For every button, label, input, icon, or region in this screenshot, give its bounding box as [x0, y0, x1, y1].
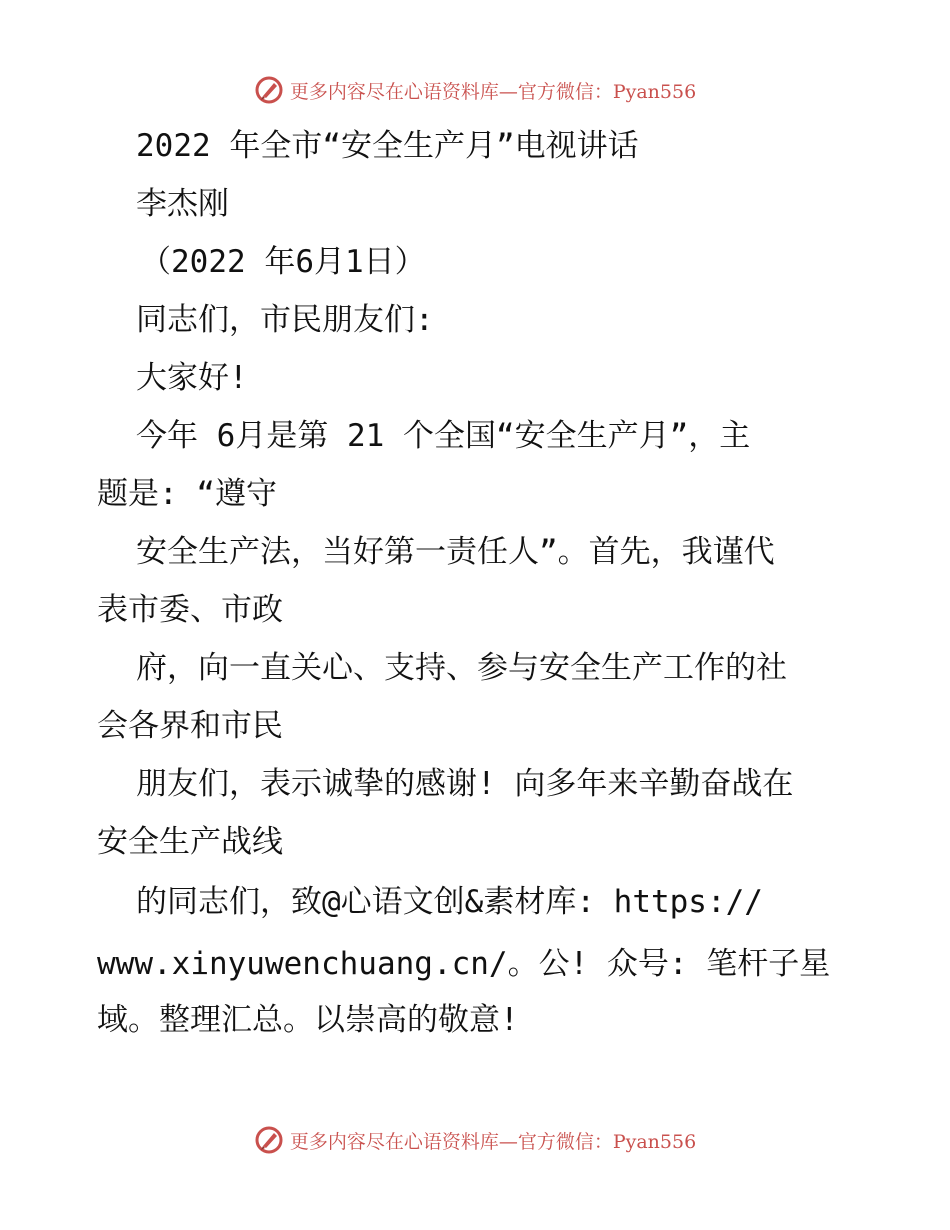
- paragraph-line: 会各界和市民: [97, 708, 283, 744]
- watermark-text: 更多内容尽在心语资料库—官方微信：Pyan556: [289, 80, 697, 103]
- paragraph-line: 今年 6月是第 21 个全国“安全生产月”，主: [136, 418, 751, 454]
- pen-logo-icon: [254, 1125, 284, 1155]
- header-watermark: [0, 72, 950, 108]
- pen-logo-icon: [254, 75, 284, 105]
- watermark-text: 更多内容尽在心语资料库—官方微信：Pyan556: [289, 1130, 697, 1153]
- document-title: 2022 年全市“安全生产月”电视讲话: [136, 128, 639, 164]
- author: 李杰刚: [136, 186, 229, 222]
- paragraph-line: 安全生产战线: [97, 824, 283, 860]
- date: （2022 年6月1日）: [140, 244, 426, 280]
- paragraph-line: www.xinyuwenchuang.cn/。公! 众号: 笔杆子星: [97, 946, 831, 982]
- paragraph-line: 表市委、市政: [97, 592, 283, 628]
- salutation: 同志们，市民朋友们:: [136, 302, 434, 338]
- paragraph-line: 安全生产法，当好第一责任人”。首先，我谨代: [136, 534, 775, 570]
- paragraph-line: 题是: “遵守: [97, 476, 277, 512]
- paragraph-line: 域。整理汇总。以崇高的敬意!: [97, 1002, 519, 1038]
- greeting: 大家好!: [136, 360, 248, 396]
- paragraph-line: 府，向一直关心、支持、参与安全生产工作的社: [136, 650, 787, 686]
- paragraph-line: 的同志们，致@心语文创&素材库: https://: [136, 884, 763, 920]
- paragraph-line: 朋友们，表示诚挚的感谢! 向多年来辛勤奋战在: [136, 766, 794, 802]
- footer-watermark: [0, 1122, 950, 1158]
